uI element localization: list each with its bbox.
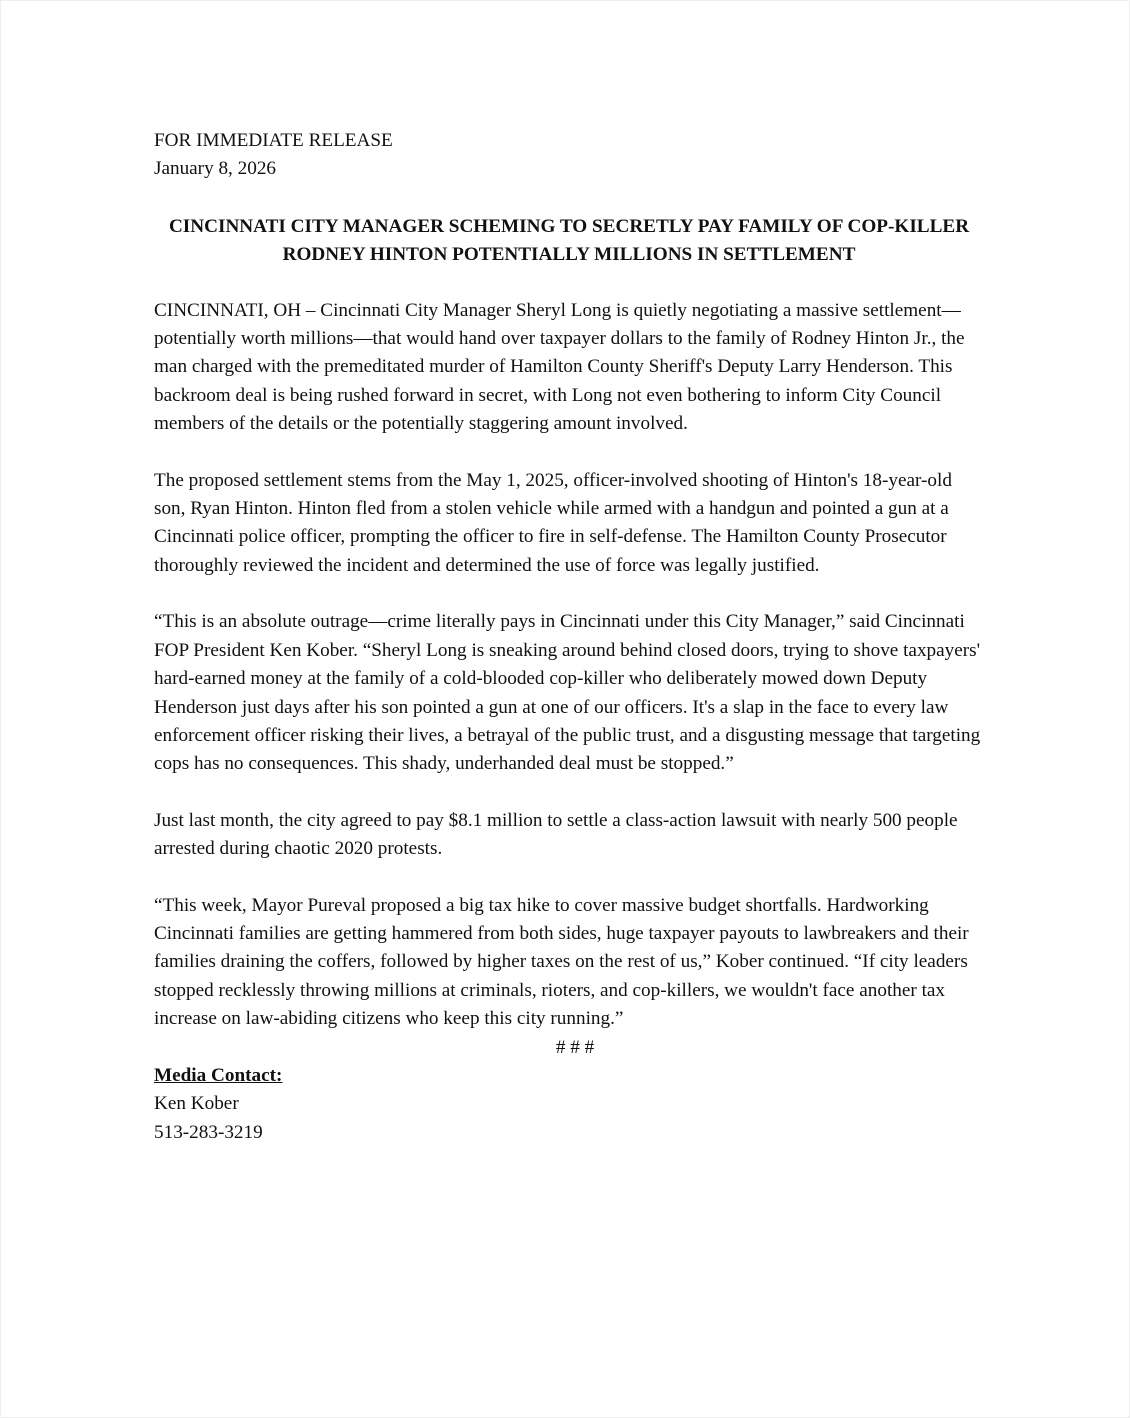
paragraph-lead: CINCINNATI, OH – Cincinnati City Manager Sheryl Long is quietly negotiating a massive settlement—potentially worth millions—that would hand over taxpayer dollars to the family of Rodney Hinton Jr., the man charged with the premeditated murder of Hamilton County Sheriff's Deputy Larry Henderson. This backroom deal is being rushed forward in secret, with Long not even bothering to inform City Council members of the details or the potentially staggering amount involved. (154, 299, 965, 435)
contact-name: Ken Kober (154, 1093, 239, 1115)
contact-phone: 513-283-3219 (154, 1121, 263, 1143)
contact-heading: Media Contact: (154, 1064, 283, 1086)
paragraph-quote-tax: “This week, Mayor Pureval proposed a big tax hike to cover massive budget shortfalls. Hardworking Cincinnati families are getting hammered from both sides, huge taxpayer payouts to lawbreakers and their families draining the coffers, followed by higher taxes on the rest of us,” Kober continued. “If city leaders stopped recklessly throwing millions at criminals, rioters, and cop-killers, we wouldn't face another tax increase on law-abiding citizens who keep this city running.” (154, 894, 969, 1030)
paragraph-background: The proposed settlement stems from the May 1, 2025, officer-involved shooting of Hinton's 18-year-old son, Ryan Hinton. Hinton fled from a stolen vehicle while armed with a handgun and pointed a gun at a Cincinnati police officer, prompting the officer to fire in self-defense. The Hamilton County Prosecutor thoroughly reviewed the incident and determined the use of force was legally justified. (154, 469, 952, 576)
end-mark: # # # (555, 1036, 595, 1058)
release-header (154, 127, 984, 184)
paragraph-quote-kober: “This is an absolute outrage—crime literally pays in Cincinnati under this City Manager,” said Cincinnati FOP President Ken Kober. “Sheryl Long is sneaking around behind closed doors, trying to shove taxpayers' hard-earned money at the family of a cold-blooded cop-killer who deliberately mowed down Deputy Henderson just days after his son pointed a gun at one of our officers. It's a slap in the face to every law enforcement officer risking their lives, a betrayal of the public trust, and a disgusting message that targeting cops has no consequences. This shady, underhanded deal must be stopped.” (154, 611, 981, 775)
headline: CINCINNATI CITY MANAGER SCHEMING TO SECRETLY PAY FAMILY OF COP-KILLER RODNEY HINTON POTENTIALLY MILLIONS IN SETTLEMENT (168, 215, 970, 266)
release-date: January 8, 2026 (154, 158, 277, 180)
release-label: FOR IMMEDIATE RELEASE (154, 130, 393, 151)
paragraph-settlement: Just last month, the city agreed to pay $8.1 million to settle a class-action lawsuit with nearly 500 people arrested during chaotic 2020 protests. (154, 809, 958, 860)
press-release (154, 127, 984, 1147)
media-contact (154, 1062, 984, 1147)
